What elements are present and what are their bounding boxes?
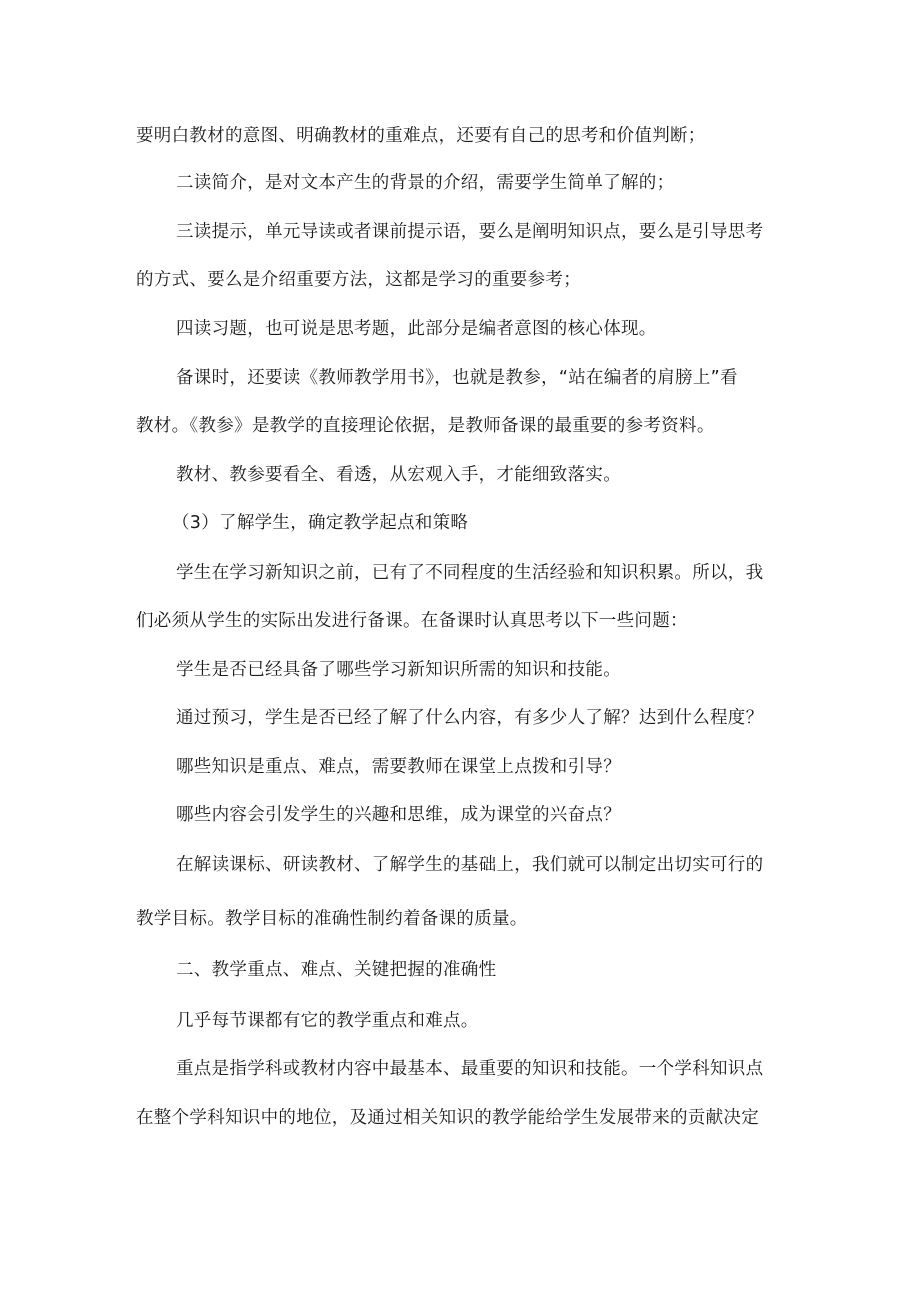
text-line: 教材、教参要看全、看透，从宏观入手，才能细致落实。 — [176, 465, 621, 485]
text-line: 的方式、要么是介绍重要方法，这都是学习的重要参考； — [136, 270, 581, 290]
text-line: 重点是指学科或教材内容中最基本、最重要的知识和技能。一个学科知识点 — [176, 1059, 764, 1079]
section-heading: 二、教学重点、难点、关键把握的准确性 — [176, 960, 497, 980]
text-line: 在整个学科知识中的地位，及通过相关知识的教学能给学生发展带来的贡献决定 — [136, 1108, 759, 1128]
section-heading: （3）了解学生，确定教学起点和策略 — [172, 513, 469, 533]
text-line: 备课时，还要读《教师教学用书》，也就是教参，“站在编者的肩膀上”看 — [176, 368, 738, 388]
text-line: 几乎每节课都有它的教学重点和难点。 — [176, 1011, 479, 1031]
text-line: 通过预习，学生是否已经了解了什么内容，有多少人了解？达到什么程度？ — [176, 708, 764, 728]
text-line: 哪些知识是重点、难点，需要教师在课堂上点拨和引导？ — [176, 757, 621, 777]
text-line: 们必须从学生的实际出发进行备课。在备课时认真思考以下一些问题： — [136, 611, 688, 631]
text-line: 教学目标。教学目标的准确性制约着备课的质量。 — [136, 909, 528, 929]
text-line: 教材。《教参》是教学的直接理论依据，是教师备课的最重要的参考资料。 — [136, 416, 715, 436]
text-line: 要明白教材的意图、明确教材的重难点，还要有自己的思考和价值判断； — [136, 126, 706, 146]
text-line: 三读提示，单元导读或者课前提示语，要么是阐明知识点，要么是引导思考 — [176, 222, 764, 242]
text-line: 学生是否已经具备了哪些学习新知识所需的知识和技能。 — [176, 660, 621, 680]
text-line: 四读习题，也可说是思考题，此部分是编者意图的核心体现。 — [176, 319, 657, 339]
text-line: 二读简介，是对文本产生的背景的介绍，需要学生简单了解的； — [176, 173, 675, 193]
text-line: 学生在学习新知识之前，已有了不同程度的生活经验和知识积累。所以，我 — [176, 563, 764, 583]
text-line: 哪些内容会引发学生的兴趣和思维，成为课堂的兴奋点？ — [176, 805, 621, 825]
text-line: 在解读课标、研读教材、了解学生的基础上，我们就可以制定出切实可行的 — [176, 855, 764, 875]
